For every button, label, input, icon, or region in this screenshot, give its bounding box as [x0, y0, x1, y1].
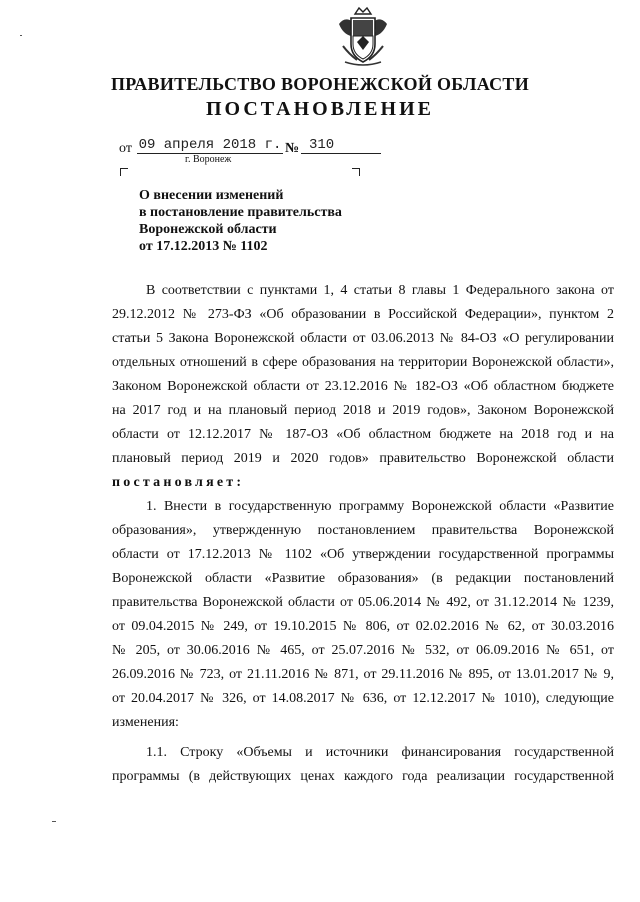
- text-line: на 2017 год и на плановый период 2018 и 2019 годов», Законом Воронежской: [112, 403, 614, 418]
- text-line: 29.12.2012 № 273-ФЗ «Об образовании в Российской Федерации», пунктом 2: [112, 307, 614, 322]
- coat-of-arms-emblem: [335, 6, 391, 68]
- text-line: отдельных отношений в сфере образования на территории Воронежской области»,: [112, 355, 614, 370]
- text-line: В соответствии с пунктами 1, 4 статьи 8 главы 1 Федерального закона от: [146, 283, 614, 298]
- subject-line: О внесении изменений: [139, 188, 284, 203]
- scan-speck: [52, 821, 56, 822]
- government-name: ПРАВИТЕЛЬСТВО ВОРОНЕЖСКОЙ ОБЛАСТИ: [110, 74, 530, 94]
- document-date: 09 апреля 2018 г.: [138, 137, 282, 153]
- date-prefix: от: [119, 141, 132, 156]
- subject-line: от 17.12.2013 № 1102: [139, 239, 268, 254]
- subject-line: в постановление правительства: [139, 205, 342, 220]
- text-line: образования», утвержденную постановлением правительства Воронежской: [112, 523, 614, 538]
- city-label: г. Воронеж: [185, 154, 232, 165]
- resolves-word: постановляет:: [112, 475, 245, 490]
- corner-mark-left: [120, 168, 128, 176]
- item-1-paragraph: [112, 495, 614, 735]
- number-label: №: [285, 141, 300, 156]
- text-line: Воронежской области «Развитие образования» (в редакции постановлений: [112, 571, 614, 586]
- text-line: 1. Внести в государственную программу Воронежской области «Развитие: [146, 499, 614, 514]
- text-line: изменения:: [112, 715, 179, 730]
- text-line: области от 17.12.2013 № 1102 «Об утверждении государственной программы: [112, 547, 614, 562]
- text-line: от 09.04.2015 № 249, от 19.10.2015 № 806, от 02.02.2016 № 62, от 30.03.2016: [112, 619, 614, 634]
- document-number: 310: [301, 137, 381, 154]
- text-line: области от 12.12.2017 № 187-ОЗ «Об областном бюджете на 2018 год и на: [112, 427, 614, 442]
- document-body: [112, 279, 614, 789]
- preamble-paragraph: [112, 279, 614, 495]
- item-1-1-paragraph: [112, 741, 614, 789]
- date-number-line: [119, 137, 379, 159]
- text-line: 26.09.2016 № 723, от 21.11.2016 № 871, от 29.11.2016 № 895, от 13.01.2017 № 9,: [112, 667, 614, 682]
- text-line: Законом Воронежской области от 23.12.2016 № 182-ОЗ «Об областном бюджете: [112, 379, 614, 394]
- corner-mark-right: [352, 168, 360, 176]
- scan-speck: [20, 35, 22, 36]
- document-type-title: ПОСТАНОВЛЕНИЕ: [206, 98, 434, 120]
- subject-line: Воронежской области: [139, 222, 277, 237]
- text-line: программы (в действующих ценах каждого года реализации государственной: [112, 769, 614, 784]
- text-line: № 205, от 30.06.2016 № 465, от 25.07.2016 № 532, от 06.09.2016 № 651, от: [112, 643, 614, 658]
- text-line: правительства Воронежской области от 05.06.2014 № 492, от 31.12.2014 № 1239,: [112, 595, 614, 610]
- text-line: 1.1. Строку «Объемы и источники финансирования государственной: [146, 745, 614, 760]
- text-line: статьи 5 Закона Воронежской области от 03.06.2013 № 84-ОЗ «О регулировании: [112, 331, 614, 346]
- text-line: плановый период 2019 и 2020 годов» правительство Воронежской области: [112, 451, 614, 466]
- text-line: от 20.04.2017 № 326, от 14.08.2017 № 636, от 12.12.2017 № 1010), следующие: [112, 691, 614, 706]
- document-subject: [139, 187, 439, 255]
